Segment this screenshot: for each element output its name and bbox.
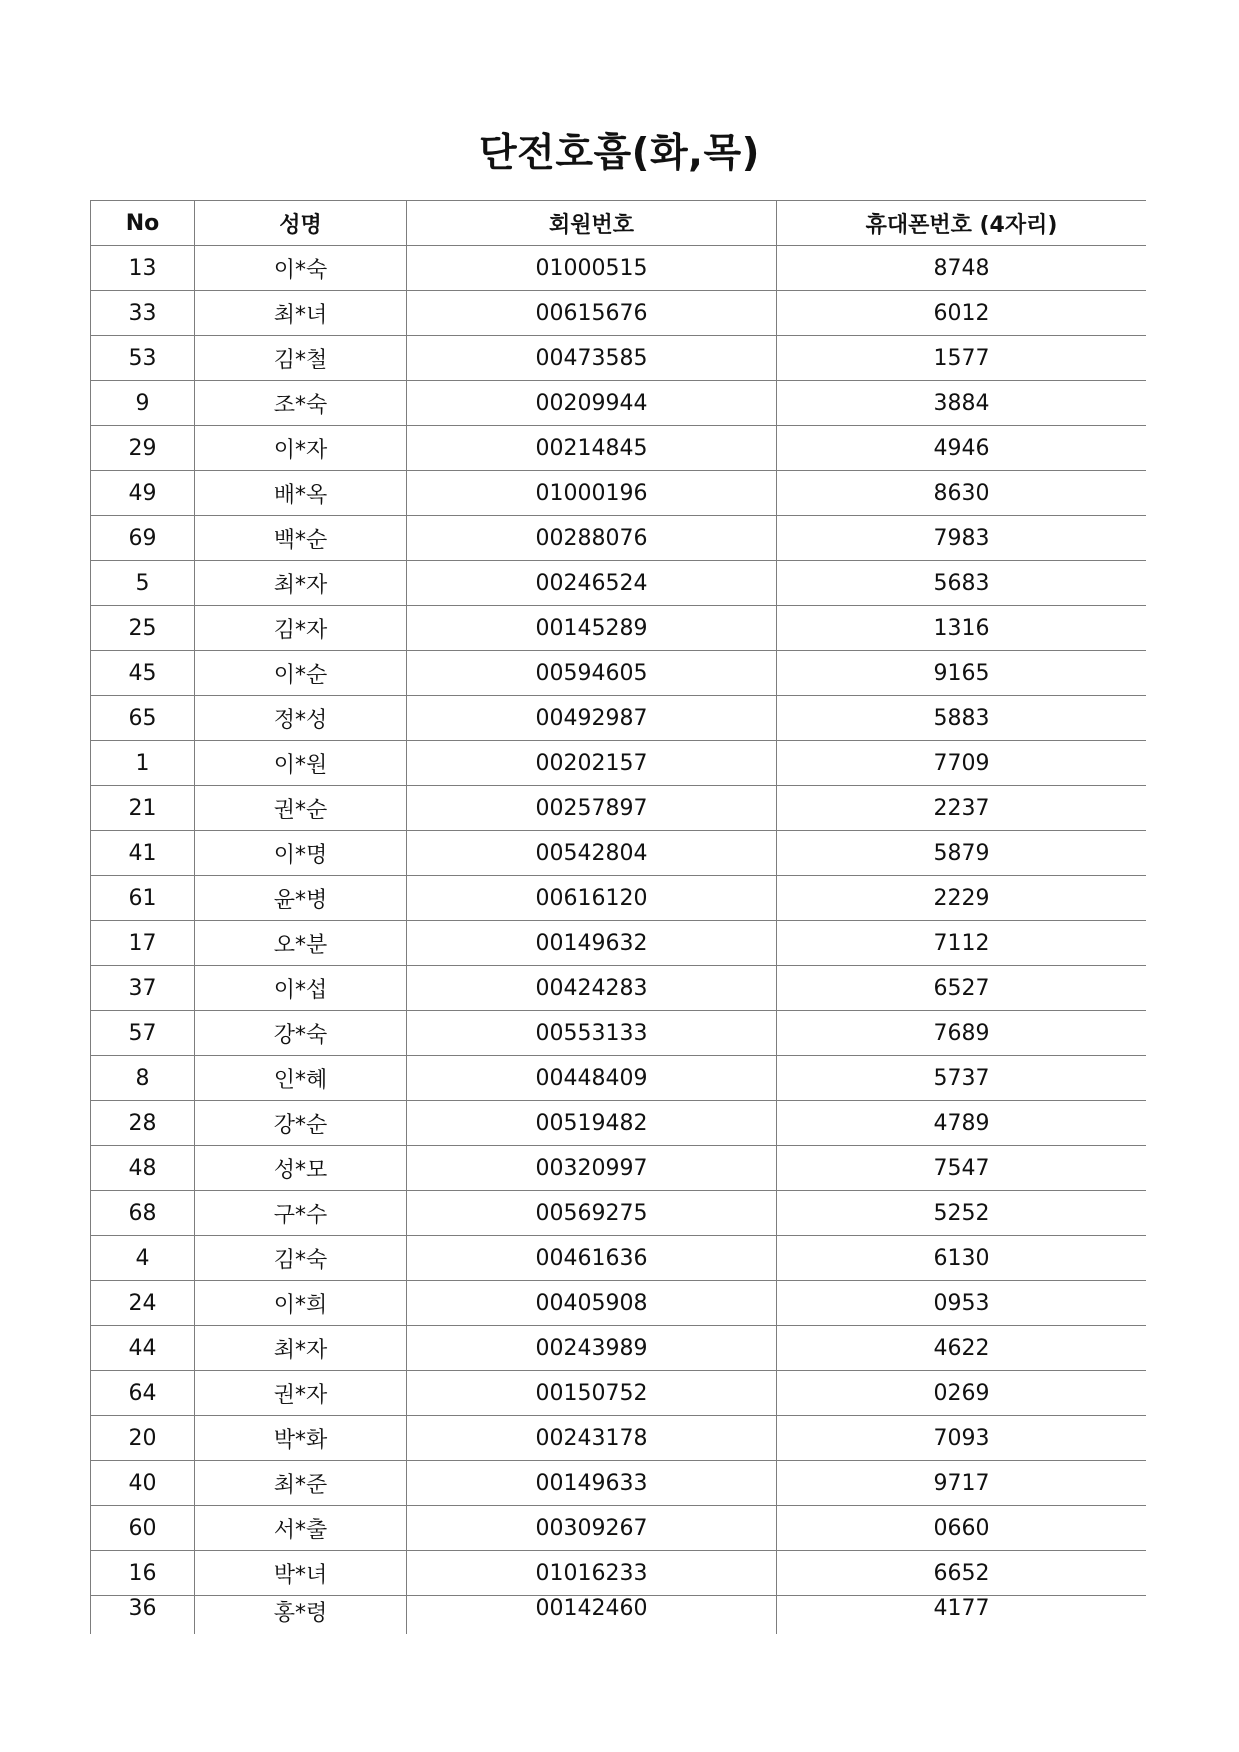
table-row — [91, 516, 1147, 561]
cell-no: 53 — [91, 336, 195, 381]
cell-name: 이*원 — [195, 741, 407, 786]
cell-name: 인*혜 — [195, 1056, 407, 1101]
cell-member-no: 00448409 — [407, 1056, 777, 1101]
cell-phone: 4789 — [777, 1101, 1147, 1146]
cell-member-no: 01000196 — [407, 471, 777, 516]
cell-name: 이*명 — [195, 831, 407, 876]
cell-name: 서*출 — [195, 1506, 407, 1551]
cell-phone: 8630 — [777, 471, 1147, 516]
cell-phone: 7689 — [777, 1011, 1147, 1056]
cell-member-no: 00257897 — [407, 786, 777, 831]
cell-member-no: 00202157 — [407, 741, 777, 786]
cell-no: 5 — [91, 561, 195, 606]
table-row — [91, 471, 1147, 516]
cell-phone: 9717 — [777, 1461, 1147, 1506]
cell-phone: 5737 — [777, 1056, 1147, 1101]
table-row — [91, 1011, 1147, 1056]
cell-member-no: 00492987 — [407, 696, 777, 741]
header-member-no: 회원번호 — [407, 201, 777, 246]
cell-no: 61 — [91, 876, 195, 921]
cell-member-no: 00214845 — [407, 426, 777, 471]
table-row — [91, 876, 1147, 921]
cell-no: 16 — [91, 1551, 195, 1596]
cell-no: 4 — [91, 1236, 195, 1281]
table-row — [91, 1326, 1147, 1371]
cell-no: 57 — [91, 1011, 195, 1056]
cell-member-no: 00542804 — [407, 831, 777, 876]
table-row — [91, 1056, 1147, 1101]
cell-name: 이*자 — [195, 426, 407, 471]
cell-member-no: 00246524 — [407, 561, 777, 606]
cell-phone: 2237 — [777, 786, 1147, 831]
cell-no: 25 — [91, 606, 195, 651]
cell-phone: 3884 — [777, 381, 1147, 426]
table-row — [91, 651, 1147, 696]
table-row — [91, 1371, 1147, 1416]
cell-member-no: 00209944 — [407, 381, 777, 426]
cell-phone: 0269 — [777, 1371, 1147, 1416]
cell-phone: 1577 — [777, 336, 1147, 381]
page-title: 단전호흡(화,목) — [478, 131, 760, 176]
cell-name: 권*자 — [195, 1371, 407, 1416]
cell-no: 29 — [91, 426, 195, 471]
cell-name: 최*녀 — [195, 291, 407, 336]
cell-member-no: 00288076 — [407, 516, 777, 561]
table-row — [91, 1551, 1147, 1596]
table-row — [91, 1236, 1147, 1281]
cell-name: 김*숙 — [195, 1236, 407, 1281]
cell-phone: 6652 — [777, 1551, 1147, 1596]
header-name: 성명 — [195, 201, 407, 246]
header-no: No — [91, 201, 195, 246]
cell-no: 20 — [91, 1416, 195, 1461]
table-header-row — [91, 201, 1147, 246]
cell-member-no: 00243178 — [407, 1416, 777, 1461]
cell-member-no: 01000515 — [407, 246, 777, 291]
table-row — [91, 921, 1147, 966]
cell-member-no: 00616120 — [407, 876, 777, 921]
cell-name: 윤*병 — [195, 876, 407, 921]
cell-name: 권*순 — [195, 786, 407, 831]
cell-phone: 7093 — [777, 1416, 1147, 1461]
cell-member-no: 00320997 — [407, 1146, 777, 1191]
cell-phone: 2229 — [777, 876, 1147, 921]
cell-phone: 0953 — [777, 1281, 1147, 1326]
cell-phone: 9165 — [777, 651, 1147, 696]
cell-no: 41 — [91, 831, 195, 876]
cell-name: 오*분 — [195, 921, 407, 966]
cell-name: 최*자 — [195, 561, 407, 606]
cell-no: 69 — [91, 516, 195, 561]
cell-phone: 5879 — [777, 831, 1147, 876]
cell-phone: 6130 — [777, 1236, 1147, 1281]
cell-phone: 7112 — [777, 921, 1147, 966]
cell-phone: 7709 — [777, 741, 1147, 786]
cell-no: 44 — [91, 1326, 195, 1371]
cell-member-no: 00149633 — [407, 1461, 777, 1506]
cell-name: 김*자 — [195, 606, 407, 651]
cell-no: 36 — [91, 1596, 195, 1635]
cell-phone: 5883 — [777, 696, 1147, 741]
table-row — [91, 1281, 1147, 1326]
cell-no: 13 — [91, 246, 195, 291]
cell-no: 28 — [91, 1101, 195, 1146]
roster-table-container — [90, 200, 1146, 1700]
cell-name: 이*순 — [195, 651, 407, 696]
cell-member-no: 00615676 — [407, 291, 777, 336]
table-row — [91, 741, 1147, 786]
cell-phone: 6012 — [777, 291, 1147, 336]
cell-phone: 0660 — [777, 1506, 1147, 1551]
cell-name: 이*희 — [195, 1281, 407, 1326]
cell-member-no: 00150752 — [407, 1371, 777, 1416]
cell-name: 백*순 — [195, 516, 407, 561]
cell-member-no: 00473585 — [407, 336, 777, 381]
cell-phone: 7547 — [777, 1146, 1147, 1191]
cell-phone: 5252 — [777, 1191, 1147, 1236]
cell-name: 홍*령 — [195, 1596, 407, 1635]
cell-member-no: 00243989 — [407, 1326, 777, 1371]
cell-name: 최*자 — [195, 1326, 407, 1371]
cell-phone: 4177 — [777, 1596, 1147, 1635]
cell-name: 강*순 — [195, 1101, 407, 1146]
table-row — [91, 696, 1147, 741]
cell-name: 조*숙 — [195, 381, 407, 426]
cell-member-no: 00519482 — [407, 1101, 777, 1146]
cell-no: 45 — [91, 651, 195, 696]
cell-name: 이*숙 — [195, 246, 407, 291]
cell-name: 최*준 — [195, 1461, 407, 1506]
table-row — [91, 831, 1147, 876]
cell-no: 68 — [91, 1191, 195, 1236]
table-row — [91, 336, 1147, 381]
cell-phone: 4622 — [777, 1326, 1147, 1371]
header-phone: 휴대폰번호 (4자리) — [777, 201, 1147, 246]
cell-phone: 5683 — [777, 561, 1147, 606]
cell-no: 1 — [91, 741, 195, 786]
cell-member-no: 00149632 — [407, 921, 777, 966]
cell-name: 강*숙 — [195, 1011, 407, 1056]
cell-no: 49 — [91, 471, 195, 516]
cell-name: 박*녀 — [195, 1551, 407, 1596]
table-row — [91, 1461, 1147, 1506]
cell-name: 성*모 — [195, 1146, 407, 1191]
table-row — [91, 1101, 1147, 1146]
cell-phone: 7983 — [777, 516, 1147, 561]
table-row — [91, 426, 1147, 471]
cell-name: 박*화 — [195, 1416, 407, 1461]
cell-name: 배*옥 — [195, 471, 407, 516]
table-row — [91, 246, 1147, 291]
cell-phone: 1316 — [777, 606, 1147, 651]
cell-member-no: 00405908 — [407, 1281, 777, 1326]
cell-member-no: 01016233 — [407, 1551, 777, 1596]
cell-no: 48 — [91, 1146, 195, 1191]
cell-name: 이*섭 — [195, 966, 407, 1011]
table-body — [91, 246, 1147, 1635]
table-row — [91, 1146, 1147, 1191]
cell-no: 64 — [91, 1371, 195, 1416]
cell-member-no: 00142460 — [407, 1596, 777, 1635]
cell-no: 21 — [91, 786, 195, 831]
roster-table — [90, 200, 1146, 1634]
table-row — [91, 606, 1147, 651]
table-row — [91, 1416, 1147, 1461]
table-row — [91, 786, 1147, 831]
cell-name: 구*수 — [195, 1191, 407, 1236]
table-row — [91, 1506, 1147, 1551]
cell-member-no: 00145289 — [407, 606, 777, 651]
cell-member-no: 00424283 — [407, 966, 777, 1011]
cell-member-no: 00553133 — [407, 1011, 777, 1056]
cell-no: 17 — [91, 921, 195, 966]
table-row — [91, 1596, 1147, 1635]
cell-member-no: 00309267 — [407, 1506, 777, 1551]
table-row — [91, 561, 1147, 606]
table-row — [91, 381, 1147, 426]
cell-no: 65 — [91, 696, 195, 741]
cell-no: 37 — [91, 966, 195, 1011]
table-row — [91, 966, 1147, 1011]
cell-no: 9 — [91, 381, 195, 426]
table-row — [91, 1191, 1147, 1236]
cell-phone: 6527 — [777, 966, 1147, 1011]
cell-no: 33 — [91, 291, 195, 336]
cell-phone: 8748 — [777, 246, 1147, 291]
table-row — [91, 291, 1147, 336]
cell-member-no: 00594605 — [407, 651, 777, 696]
cell-no: 40 — [91, 1461, 195, 1506]
cell-no: 8 — [91, 1056, 195, 1101]
cell-name: 김*철 — [195, 336, 407, 381]
cell-name: 정*성 — [195, 696, 407, 741]
cell-no: 60 — [91, 1506, 195, 1551]
cell-phone: 4946 — [777, 426, 1147, 471]
cell-member-no: 00569275 — [407, 1191, 777, 1236]
cell-member-no: 00461636 — [407, 1236, 777, 1281]
cell-no: 24 — [91, 1281, 195, 1326]
